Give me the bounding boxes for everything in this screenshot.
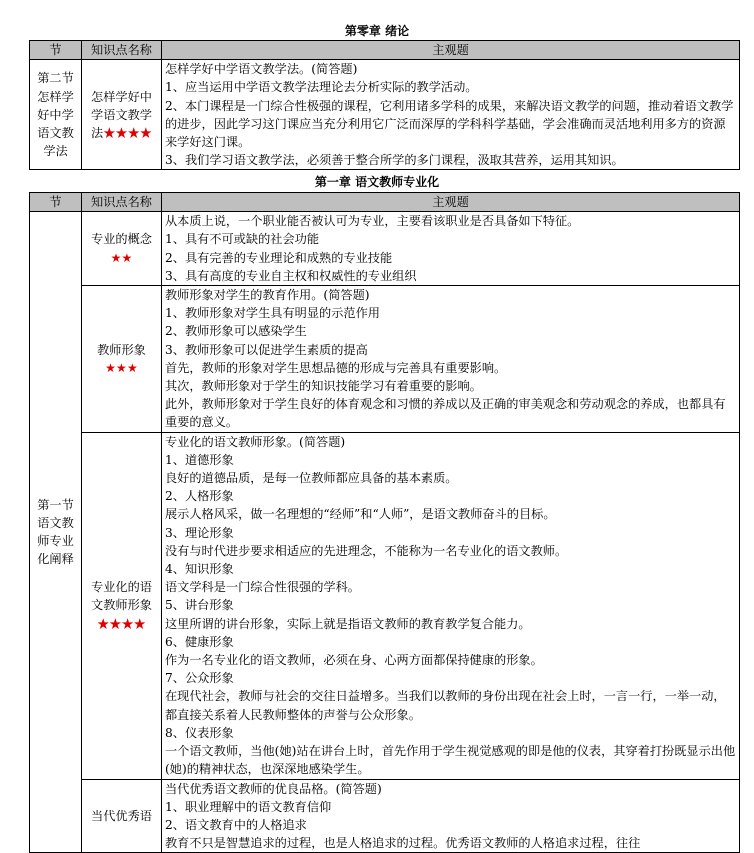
table-row: [30, 286, 740, 433]
content-line: 没有与时代进步要求相适应的先进理念，不能称为一名专业化的语文教师。: [165, 543, 568, 558]
content-cell: [162, 212, 740, 286]
table-header-row: [30, 193, 740, 212]
content-line: 此外，教师形象对于学生良好的体育观念和习惯的养成以及正确的审美观念和劳动观念的养成，也都具有重要的意义。: [165, 397, 726, 430]
content-line: 1、具有不可或缺的社会功能: [165, 232, 320, 247]
section-cell: [30, 212, 82, 853]
knowledge-label: 专业的概念: [91, 232, 152, 247]
table-header-row: [30, 41, 740, 60]
content-line: 展示人格风采，做一名理想的“经师”和“人师”，是语文教师奋斗的目标。: [165, 507, 556, 522]
header-knowledge: 知识点名称: [82, 41, 162, 60]
content-line: 1、应当运用中学语文教学法理论去分析实际的教学活动。: [165, 80, 478, 95]
content-line: 3、理论形象: [165, 525, 234, 540]
content-line: 8、仪表形象: [165, 725, 234, 740]
content-line: 1、道德形象: [165, 452, 234, 467]
content-line: 专业化的语文教师形象。(简答题): [165, 434, 346, 449]
content-cell: [162, 286, 740, 433]
content-line: 7、公众形象: [165, 671, 234, 686]
section-cell: [30, 60, 82, 170]
content-line: 作为一名专业化的语文教师，必须在身、心两方面都保持健康的形象。: [165, 653, 543, 668]
content-cell: [162, 432, 740, 779]
content-line: 3、教师形象可以促进学生素质的提高: [165, 342, 368, 357]
content-line: 一个语文教师，当他(她)站在讲台上时，首先作用于学生视觉感观的即是他的仪表，其穿着打扮既显示出他(她)的精神状态，也深深地感染学生。: [165, 744, 736, 777]
content-line: 1、职业理解中的语文教育信仰: [165, 799, 332, 814]
content-line: 良好的道德品质，是每一位教师都应具备的基本素质。: [165, 471, 458, 486]
table-row: [30, 212, 740, 286]
table-row: [30, 432, 740, 779]
chapter-1-title: 第一章 语文教师专业化: [314, 175, 440, 189]
knowledge-label: 当代优秀语: [91, 808, 152, 823]
knowledge-cell: [82, 286, 162, 433]
content-line: 3、我们学习语文教学法，必须善于整合所学的多门课程，汲取其营养，运用其知识。: [165, 153, 624, 168]
content-line: 其次，教师形象对于学生的知识技能学习有着重要的影响。: [165, 379, 482, 394]
header-section: 节: [30, 41, 82, 60]
section-label: 第二节怎样学好中学语文教学法: [37, 71, 74, 159]
content-cell: [162, 60, 740, 170]
content-line: 2、教师形象可以感染学生: [165, 324, 307, 339]
content-line: 教师形象对学生的教育作用。(简答题): [165, 288, 370, 303]
header-knowledge: 知识点名称: [82, 193, 162, 212]
knowledge-label: 教师形象: [97, 342, 146, 357]
content-line: 2、人格形象: [165, 489, 234, 504]
knowledge-label: 专业化的语文教师形象: [91, 580, 152, 613]
content-line: 2、具有完善的专业理论和成熟的专业技能: [165, 250, 393, 265]
content-line: 5、讲台形象: [165, 598, 234, 613]
content-line: 怎样学好中学语文教学法。(简答题): [165, 62, 358, 77]
content-line: 教育不只是智慧追求的过程，也是人格追求的过程。优秀语文教师的人格追求过程，往往: [165, 836, 641, 851]
content-line: 语文学科是一门综合性很强的学科。: [165, 580, 360, 595]
importance-stars: ★★★★: [97, 616, 146, 631]
content-line: 4、知识形象: [165, 562, 234, 577]
content-line: 首先，教师的形象对学生思想品德的形成与完善具有重要影响。: [165, 360, 507, 375]
table-row: [30, 60, 740, 170]
section-label: 第一节语文教师专业化阐释: [37, 497, 74, 567]
importance-stars: ★★: [110, 250, 133, 265]
header-subjective: 主观题: [162, 41, 740, 60]
importance-stars: ★★★★: [103, 125, 152, 140]
header-section: 节: [30, 193, 82, 212]
knowledge-cell: [82, 60, 162, 170]
chapter-1-table: [29, 192, 740, 853]
chapter-0-table: [29, 40, 740, 170]
knowledge-cell: [82, 432, 162, 779]
importance-stars: ★★★: [105, 360, 138, 375]
content-line: 从本质上说，一个职业能否被认可为专业，主要看该职业是否具备如下特征。: [165, 214, 580, 229]
content-line: 6、健康形象: [165, 634, 234, 649]
content-line: 这里所谓的讲台形象，实际上就是指语文教师的教育教学复合能力。: [165, 616, 531, 631]
header-subjective: 主观题: [162, 193, 740, 212]
chapter-0-title: 第零章 绪论: [344, 24, 410, 38]
content-line: 2、本门课程是一门综合性极强的课程，它利用诸多学科的成果，来解决语文教学的问题，推动着语文教学的进步，因此学习这门课应当充分利用它广泛而深厚的学科科学基础，学会准确而灵活地利用多方的资源来学好这门课。: [165, 98, 734, 150]
content-line: 3、具有高度的专业自主权和权威性的专业组织: [165, 268, 417, 283]
knowledge-cell: [82, 212, 162, 286]
content-line: 当代优秀语文教师的优良品格。(简答题): [165, 781, 382, 796]
knowledge-label: 怎样学好中学语文教学法: [91, 89, 152, 140]
content-line: 2、语文教育中的人格追求: [165, 817, 307, 832]
content-line: 在现代社会，教师与社会的交往日益增多。当我们以教师的身份出现在社会上时，一言一行，一举一动，都直接关系着人民教师整体的声誉与公众形象。: [165, 689, 726, 722]
content-line: 1、教师形象对学生具有明显的示范作用: [165, 306, 380, 321]
